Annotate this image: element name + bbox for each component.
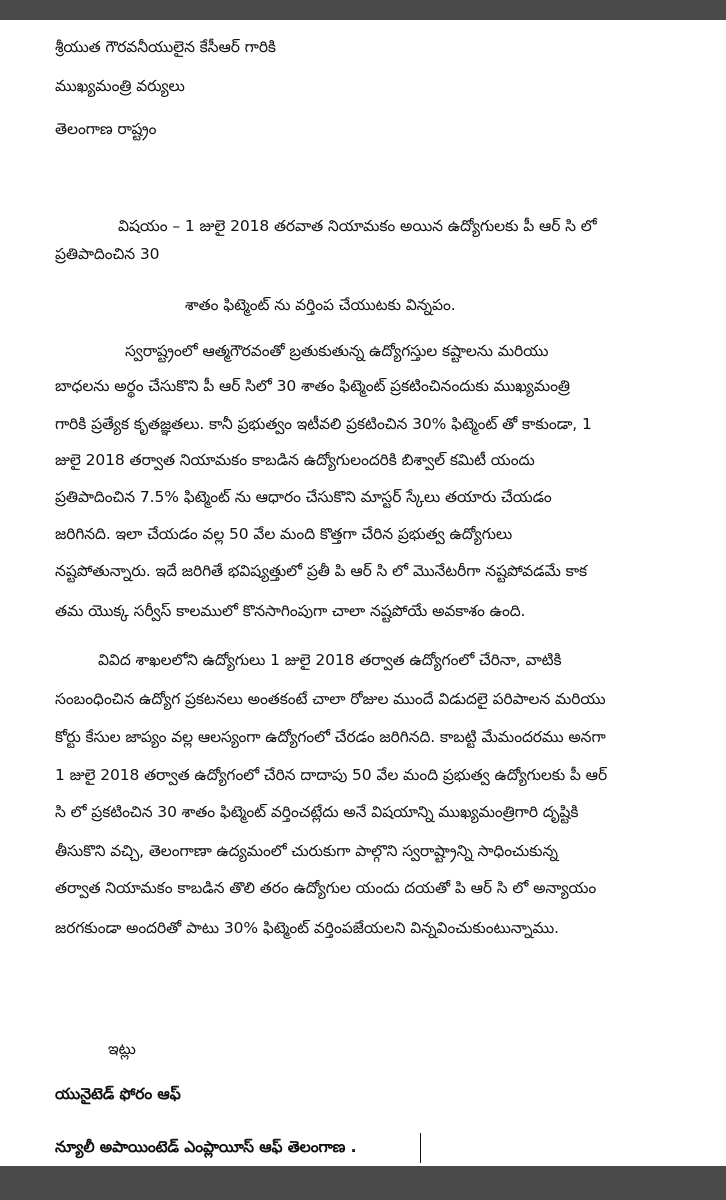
paragraph-2-line: వివిద శాఖలలోని ఉద్యోగులు 1 జులై 2018 తర్వాత ఉద్యోగంలో చేరినా, వాటికి [98,651,562,669]
paragraph-1-line: బాధలను అర్థం చేసుకొని పీ ఆర్ సిలో 30 శాతం ఫిట్మెంట్ ప్రకటించినందుకు ముఖ్యమంత్రి [55,377,570,395]
paragraph-2-line: సి లో ప్రకటించిన 30 శాతం ఫిట్మెంట్ వర్తించట్లేదు అనే విషయాన్ని ముఖ్యమంత్రిగారి దృష్టికి [55,803,579,821]
paragraph-2-line: కోర్టు కేసుల జాప్యం వల్ల ఆలస్యంగా ఉద్యోగంలో చేరడం జరిగినది. కాబట్టి మేమందరము అనగా [55,728,606,746]
subject-line-3: శాతం ఫిట్మెంట్ ను వర్తింప చేయుటకు విన్నపం. [185,296,456,314]
signoff-organization-line-1: యునైటెడ్ ఫోరం ఆఫ్ [55,1085,181,1103]
paragraph-1-line: ప్రతిపాదించిన 7.5% ఫిట్మెంట్ ను ఆధారం చేసుకొని మాస్టర్ స్కేలు తయారు చేయడం [55,488,552,506]
paragraph-2-line: 1 జులై 2018 తర్వాత ఉద్యోగంలో చేరిన దాదాపు 50 వేల మంది ప్రభుత్వ ఉద్యోగులకు పీ ఆర్ [55,766,608,784]
paragraph-1-line: స్వరాష్ట్రంలో ఆత్మగౌరవంతో బ్రతుకుతున్న ఉద్యోగస్తుల కష్టాలను మరియు [125,342,549,360]
paragraph-1-line: గారికి ప్రత్యేక కృతజ్ఞతలు. కానీ ప్రభుత్వం ఇటీవలి ప్రకటించిన 30% ఫిట్మెంట్ తో కాకుండా, 1 [55,415,592,433]
subject-line-2: ప్రతిపాదించిన 30 [55,245,160,263]
bottom-edge-bar [0,1166,726,1200]
paragraph-1-line: తమ యొక్క సర్వీస్ కాలములో కొనసాగింపుగా చాలా నష్టపోయే అవకాశం ఉంది. [55,602,526,620]
paragraph-1-line: నష్టపోతున్నారు. ఇదే జరిగితే భవిష్యత్తులో ప్రతీ పి ఆర్ సి లో మొనేటరీగా నష్టపోవడమే కాక [55,562,588,580]
address-line-2: ముఖ్యమంత్రి వర్యులు [55,77,185,95]
letter-page [0,20,726,1166]
paragraph-2-line: జరగకుండా అందరితో పాటు 30% ఫిట్మెంట్ వర్తింపజేయలని విన్నవించుకుంటున్నాము. [55,919,559,937]
address-line-3: తెలంగాణ రాష్ట్రం [55,120,157,138]
subject-line-1: విషయం – 1 జులై 2018 తరవాత నియామకం అయిన ఉద్యోగులకు పీ ఆర్ సి లో [118,217,597,235]
paragraph-1-line: జరిగినది. ఇలా చేయడం వల్ల 50 వేల మంది కొత్తగా చేరిన ప్రభుత్వ ఉద్యోగులు [55,525,513,543]
paragraph-1-line: జులై 2018 తర్వాత నియామకం కాబడిన ఉద్యోగులందరికి బిశ్వాల్ కమిటీ యందు [55,451,535,469]
signoff-label: ఇట్లు [108,1040,136,1058]
text-cursor [420,1133,421,1163]
paragraph-2-line: తీసుకొని వచ్చి, తెలంగాణా ఉద్యమంలో చురుకుగా పాల్గొని స్వరాష్ట్రాన్ని సాధించుకున్న [55,842,558,860]
paragraph-2-line: తర్వాత నియామకం కాబడిన తొలి తరం ఉద్యోగుల యందు దయతో పి ఆర్ సి లో అన్యాయం [55,879,597,897]
signoff-organization-line-2: న్యూలీ అపాయింటెడ్ ఎంప్లాయీస్ ఆఫ్ తెలంగాణ . [55,1138,357,1156]
address-line-1: శ్రీయుత గౌరవనీయులైన కేసీఆర్ గారికి [55,38,276,56]
top-edge-bar [0,0,726,20]
paragraph-2-line: సంబంధించిన ఉద్యోగ ప్రకటనలు అంతకంటే చాలా రోజుల ముందే విడుదలై పరిపాలన మరియు [55,690,606,708]
